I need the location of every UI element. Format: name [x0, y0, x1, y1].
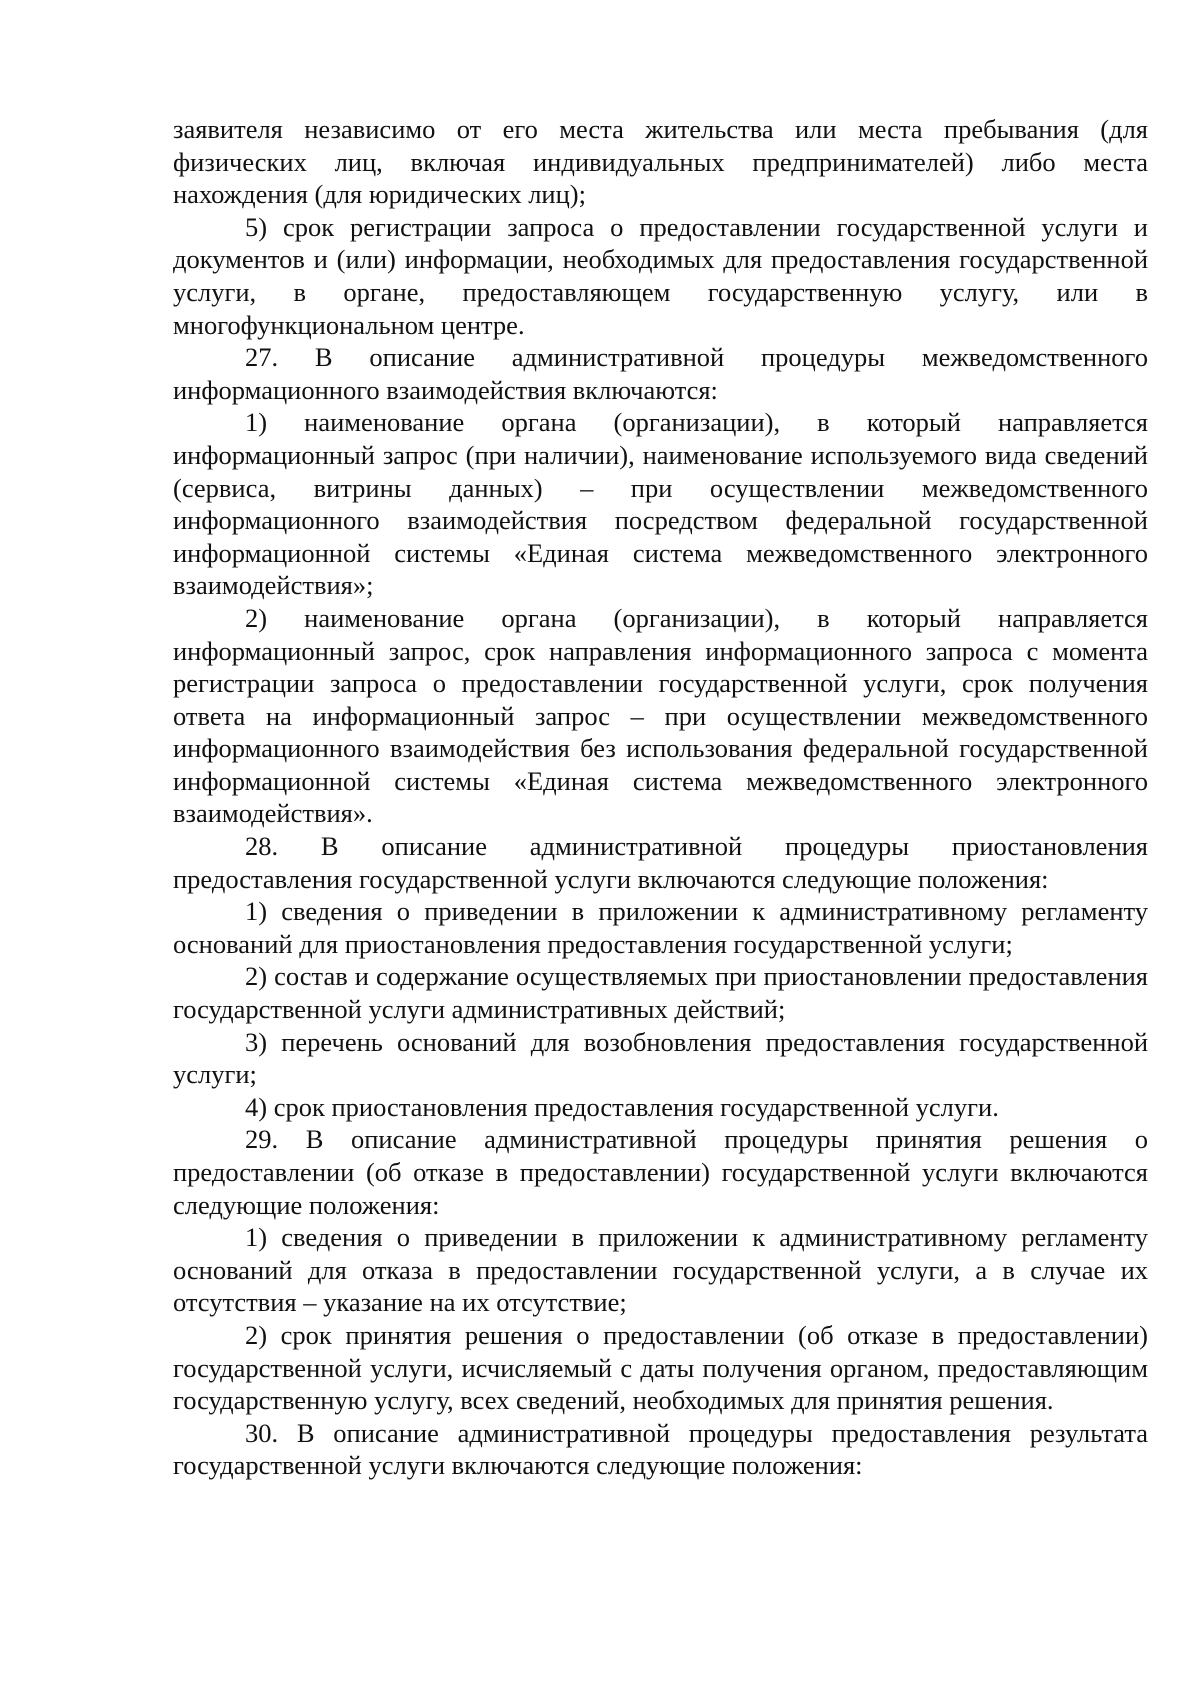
document-body	[173, 113, 1148, 1482]
paragraph-continuation: заявителя независимо от его места жительства или места пребывания (для физических лиц, включая индивидуальных предпринимателей) либо места нахождения (для юридических лиц);	[173, 114, 1148, 210]
paragraph-clause-27-item-1: 1) наименование органа (организации), в который направляется информационный запрос (при наличии), наименование используемого вида сведений (сервиса, витрины данных) – при осуществлении межведомственного информационного взаимодействия посредством федеральной государственной информационной системы «Единая система межведомственного электронного взаимодействия»;	[173, 407, 1148, 601]
paragraph-clause-29: 29. В описание административной процедуры принятия решения о предоставлении (об отказе в предоставлении) государственной услуги включаются следующие положения:	[173, 1124, 1148, 1220]
paragraph-clause-28-item-1: 1) сведения о приведении в приложении к административному регламенту оснований для приостановления предоставления государственной услуги;	[173, 896, 1148, 959]
paragraph-clause-27-item-2: 2) наименование органа (организации), в который направляется информационный запрос, срок направления информационного запроса с момента регистрации запроса о предоставлении государственной услуги, срок получения ответа на информационный запрос – при осуществлении межведомственного информационного взаимодействия без использования федеральной государственной информационной системы «Единая система межведомственного электронного взаимодействия».	[173, 602, 1148, 829]
paragraph-clause-28-item-2: 2) состав и содержание осуществляемых при приостановлении предоставления государственной услуги административных действий;	[173, 961, 1148, 1025]
paragraph-clause-28: 28. В описание административной процедуры приостановления предоставления государственной услуги включаются следующие положения:	[173, 831, 1148, 894]
paragraph-clause-28-item-3: 3) перечень оснований для возобновления предоставления государственной услуги;	[173, 1026, 1148, 1090]
paragraph-clause-27: 27. В описание административной процедуры межведомственного информационного взаимодействия включаются:	[173, 342, 1148, 405]
paragraph-clause-29-item-2: 2) срок принятия решения о предоставлении (об отказе в предоставлении) государственной услуги, исчисляемый с даты получения органом, предоставляющим государственную услугу, всех сведений, необходимых для принятия решения.	[173, 1319, 1148, 1416]
paragraph-item-5: 5) срок регистрации запроса о предоставлении государственной услуги и документов и (или) информации, необходимых для предоставления государственной услуги, в органе, предоставляющем государственную услугу, или в многофункциональном центре.	[173, 211, 1148, 340]
paragraph-clause-29-item-1: 1) сведения о приведении в приложении к административному регламенту оснований для отказа в предоставлении государственной услуги, а в случае их отсутствия – указание на их отсутствие;	[173, 1222, 1148, 1318]
paragraph-clause-30: 30. В описание административной процедуры предоставления результата государственной услуги включаются следующие положения:	[173, 1417, 1148, 1481]
paragraph-clause-28-item-4: 4) срок приостановления предоставления государственной услуги.	[245, 1091, 999, 1122]
